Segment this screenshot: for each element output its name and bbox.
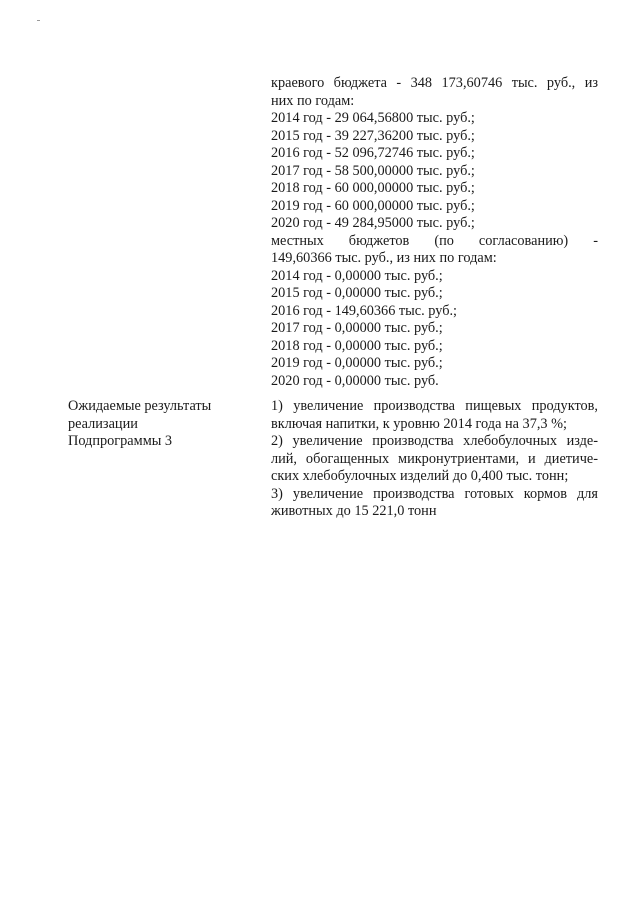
mestnye-year-2018: 2018 год - 0,00000 тыс. руб.; <box>271 337 443 354</box>
kraevoy-year-2014: 2014 год - 29 064,56800 тыс. руб.; <box>271 110 475 126</box>
kraevoy-year-2016: 2016 год - 52 096,72746 тыс. руб.; <box>271 145 475 161</box>
results-label-line-2: реализации <box>68 415 138 432</box>
kraevoy-year-2020: 2020 год - 49 284,95000 тыс. руб.; <box>271 215 475 231</box>
result-item-3-line-2: животных до 15 221,0 тонн <box>271 503 437 519</box>
results-section-label <box>68 398 258 451</box>
result-item-1-line-2: включая напитки, к уровню 2014 года на 37,3 %; <box>271 415 568 432</box>
result-item-2-line-3: ских хлебобулочных изделий до 0,400 тыс. тонн; <box>271 468 569 484</box>
mestnye-year-2016: 2016 год - 149,60366 тыс. руб.; <box>271 302 458 319</box>
kraevoy-budget-by-years-line: них по годам: <box>271 92 355 109</box>
result-item-2-line-2: лий, обогащенных микронутриентами, и диетиче- <box>271 450 598 467</box>
kraevoy-year-2017: 2017 год - 58 500,00000 тыс. руб.; <box>271 162 475 179</box>
result-item-1-line-1: 1) увеличение производства пищевых продуктов, <box>271 398 598 414</box>
mestnye-year-2017: 2017 год - 0,00000 тыс. руб.; <box>271 320 443 336</box>
budget-block <box>271 75 598 390</box>
kraevoy-year-2019: 2019 год - 60 000,00000 тыс. руб.; <box>271 197 475 214</box>
mestnye-budget-by-years-line: 149,60366 тыс. руб., из них по годам: <box>271 250 497 266</box>
mestnye-year-2019: 2019 год - 0,00000 тыс. руб.; <box>271 355 443 371</box>
kraevoy-year-2018: 2018 год - 60 000,00000 тыс. руб.; <box>271 180 475 196</box>
mestnye-year-2020: 2020 год - 0,00000 тыс. руб. <box>271 372 439 389</box>
kraevoy-budget-total-line: краевого бюджета - 348 173,60746 тыс. руб., из <box>271 75 598 91</box>
result-item-2-line-1: 2) увеличение производства хлебобулочных изде- <box>271 433 598 449</box>
kraevoy-year-2015: 2015 год - 39 227,36200 тыс. руб.; <box>271 127 475 144</box>
mestnye-budget-total-line: местных бюджетов (по согласованию) - <box>271 232 598 249</box>
mestnye-year-2015: 2015 год - 0,00000 тыс. руб.; <box>271 285 443 301</box>
expected-results-list <box>271 398 598 521</box>
scan-mark <box>37 20 40 21</box>
results-label-line-1: Ожидаемые результаты <box>68 398 212 414</box>
mestnye-year-2014: 2014 год - 0,00000 тыс. руб.; <box>271 267 443 284</box>
results-label-line-3: Подпрограммы 3 <box>68 433 173 449</box>
result-item-3-line-1: 3) увеличение производства готовых кормов для <box>271 485 598 502</box>
